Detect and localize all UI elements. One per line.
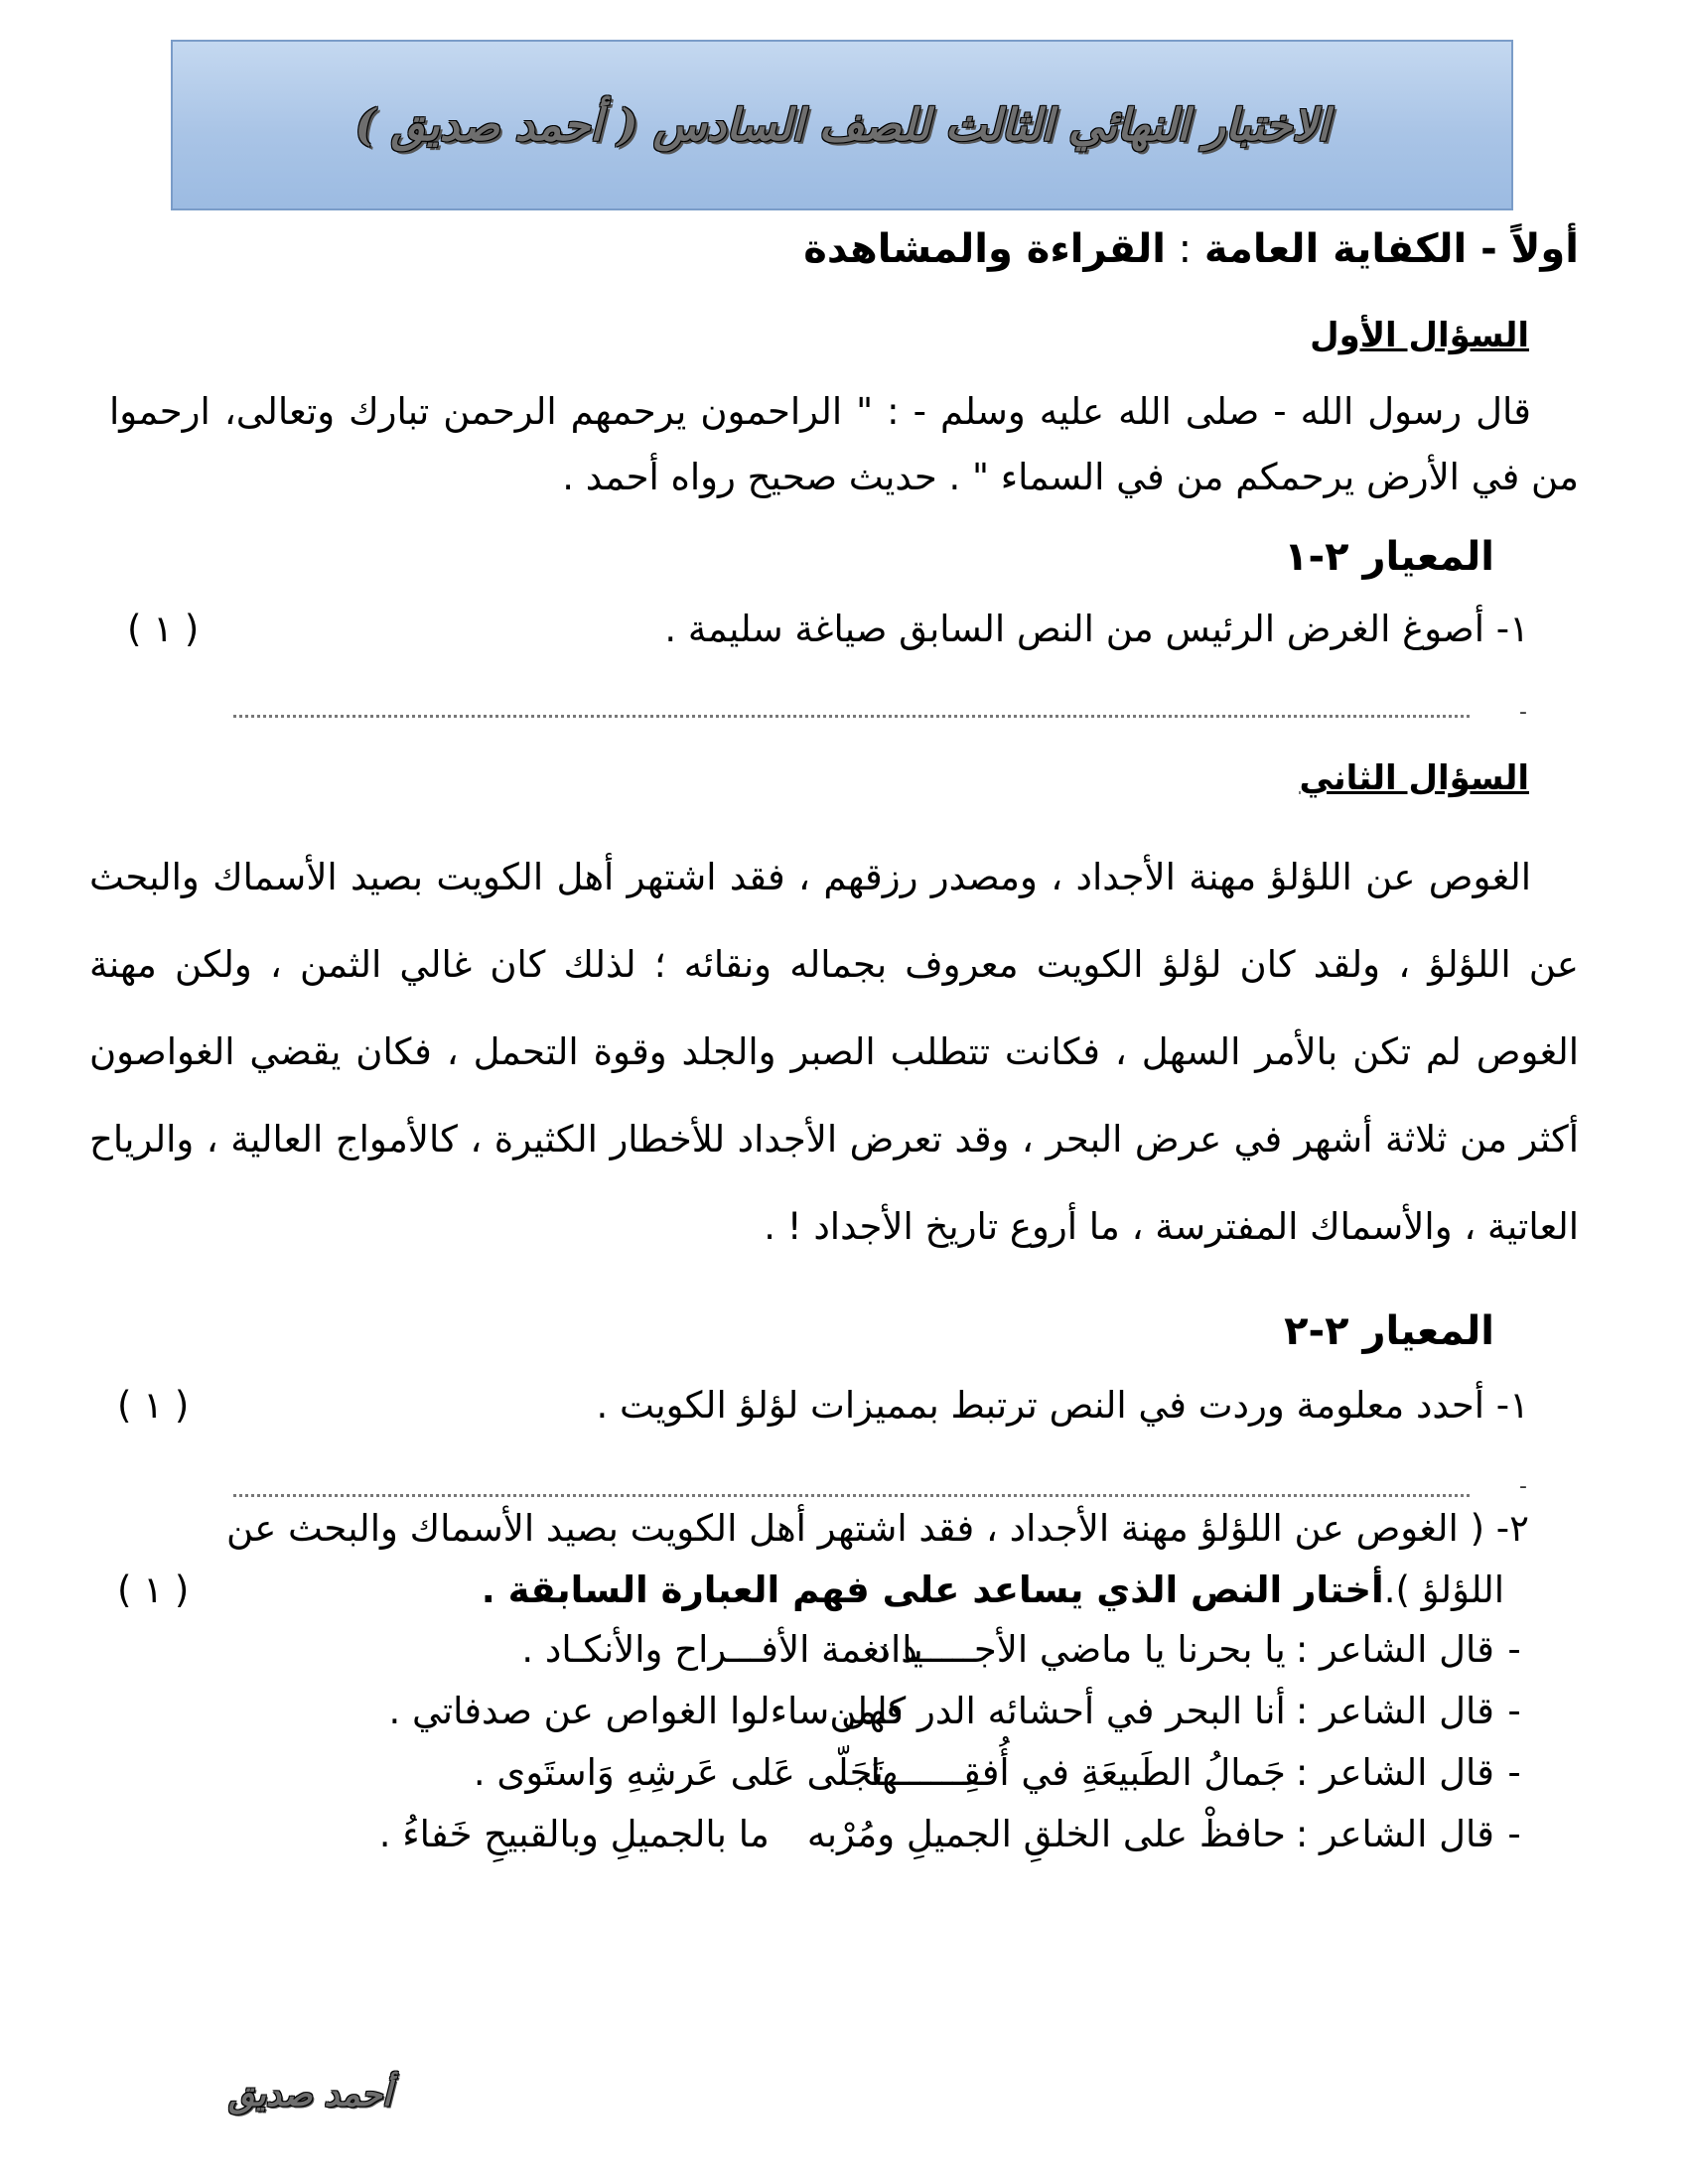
exam-title: الاختبار النهائي الثالث للصف السادس ( أحمد صديق ) <box>354 99 1330 151</box>
section-colon: : <box>1165 226 1204 272</box>
section-heading <box>803 226 1579 272</box>
option-bullet: - <box>1507 1751 1521 1794</box>
poem-option[interactable] <box>473 1751 1534 1794</box>
option-bullet: - <box>1507 1813 1521 1855</box>
option-hemistich-2: ما بالجميلِ وبالقبيحِ خَفاءُ . <box>378 1813 770 1855</box>
option-hemistich-1: يا بحرنا يا ماضي الأجـــــداد <box>874 1628 1286 1671</box>
option-hemistich-1: جَمالُ الطَبيعَةِ في أُفقِــــــها <box>870 1751 1286 1794</box>
poem-option[interactable] <box>521 1628 1534 1671</box>
q2-item-2-line-2 <box>482 1569 1504 1611</box>
answer-line-tick: - <box>1519 1474 1527 1499</box>
section-value: القراءة والمشاهدة <box>803 226 1166 272</box>
option-label: قال الشاعر : <box>1295 1751 1494 1794</box>
title-banner <box>171 40 1513 210</box>
q2-item-2-mark: ( ١ ) <box>117 1569 190 1611</box>
q2-item-2-instruction: أختار النص الذي يساعد على فهم العبارة السابقة . <box>481 1569 1384 1611</box>
option-hemistich-2: فهل ساءلوا الغواص عن صدفاتي . <box>388 1690 904 1732</box>
option-hemistich-1: أنا البحر في أحشائه الدر كامن <box>829 1690 1286 1732</box>
answer-line-tick: - <box>1519 700 1527 725</box>
option-bullet: - <box>1507 1690 1521 1732</box>
option-hemistich-2: تَجَلّى عَلى عَرشِهِ وَاستَوى . <box>473 1751 884 1794</box>
question-2-title: السؤال الثاني <box>1299 758 1529 798</box>
q2-item-2-line-1: ٢- ( الغوص عن اللؤلؤ مهنة الأجداد ، فقد اشتهر أهل الكويت بصيد الأسماك والبحث عن <box>226 1507 1529 1550</box>
question-1-title: السؤال الأول <box>1310 316 1529 355</box>
standard-2-1: المعيار ٢-١ <box>1284 534 1494 580</box>
hadith-text: قال رسول الله - صلى الله عليه وسلم - : " الراحمون يرحمهم الرحمن تبارك وتعالى، ارحموا من في الأرض يرحمكم من في السماء " . حديث صحيح رواه أحمد . <box>109 390 1579 498</box>
section-label: الكفاية العامة <box>1203 226 1468 272</box>
standard-2-2: المعيار ٢-٢ <box>1284 1308 1494 1354</box>
answer-line[interactable] <box>233 1494 1470 1497</box>
q2-item-2-quote-end: اللؤلؤ ). <box>1383 1569 1504 1611</box>
q2-item-1-mark: ( ١ ) <box>117 1384 190 1427</box>
section-prefix: أولاً <box>1510 226 1579 272</box>
section-separator: - <box>1467 226 1511 272</box>
poem-option[interactable] <box>388 1690 1534 1732</box>
option-hemistich-1: حافظْ على الخلقِ الجميلِ ومُرْبه <box>806 1813 1286 1855</box>
passage-text: الغوص عن اللؤلؤ مهنة الأجداد ، ومصدر رزقهم ، فقد اشتهر أهل الكويت بصيد الأسماك والبحث عن اللؤلؤ ، ولقد كان لؤلؤ الكويت معروف بجماله ونقائه ؛ لذلك كان غالي الثمن ، ولكن مهنة الغوص لم تكن بالأمر السهل ، فكانت تتطلب الصبر والجلد وقوة التحمل ، فكان يقضي الغواصون أكثر من ثلاثة أشهر في عرض البحر ، وقد تعرض الأجداد للأخطار الكثيرة ، كالأمواج العالية ، والرياح العاتية ، والأسماك المفترسة ، ما أروع تاريخ الأجداد ! . <box>89 856 1579 1248</box>
option-label: قال الشاعر : <box>1295 1628 1494 1671</box>
footer-author-name: أحمد صديق <box>228 2075 392 2115</box>
option-label: قال الشاعر : <box>1295 1690 1494 1732</box>
option-hemistich-2: يا نغمة الأفـــراح والأنكـاد . <box>521 1628 923 1671</box>
poem-option[interactable] <box>372 1813 1534 1855</box>
q1-item-1: ١- أصوغ الغرض الرئيس من النص السابق صياغة سليمة . <box>664 608 1529 650</box>
option-bullet: - <box>1507 1628 1521 1671</box>
answer-line[interactable] <box>233 715 1470 718</box>
option-label: قال الشاعر : <box>1295 1813 1494 1855</box>
q1-item-1-mark: ( ١ ) <box>127 608 200 650</box>
q2-item-1: ١- أحدد معلومة وردت في النص ترتبط بمميزات لؤلؤ الكويت . <box>596 1384 1529 1427</box>
